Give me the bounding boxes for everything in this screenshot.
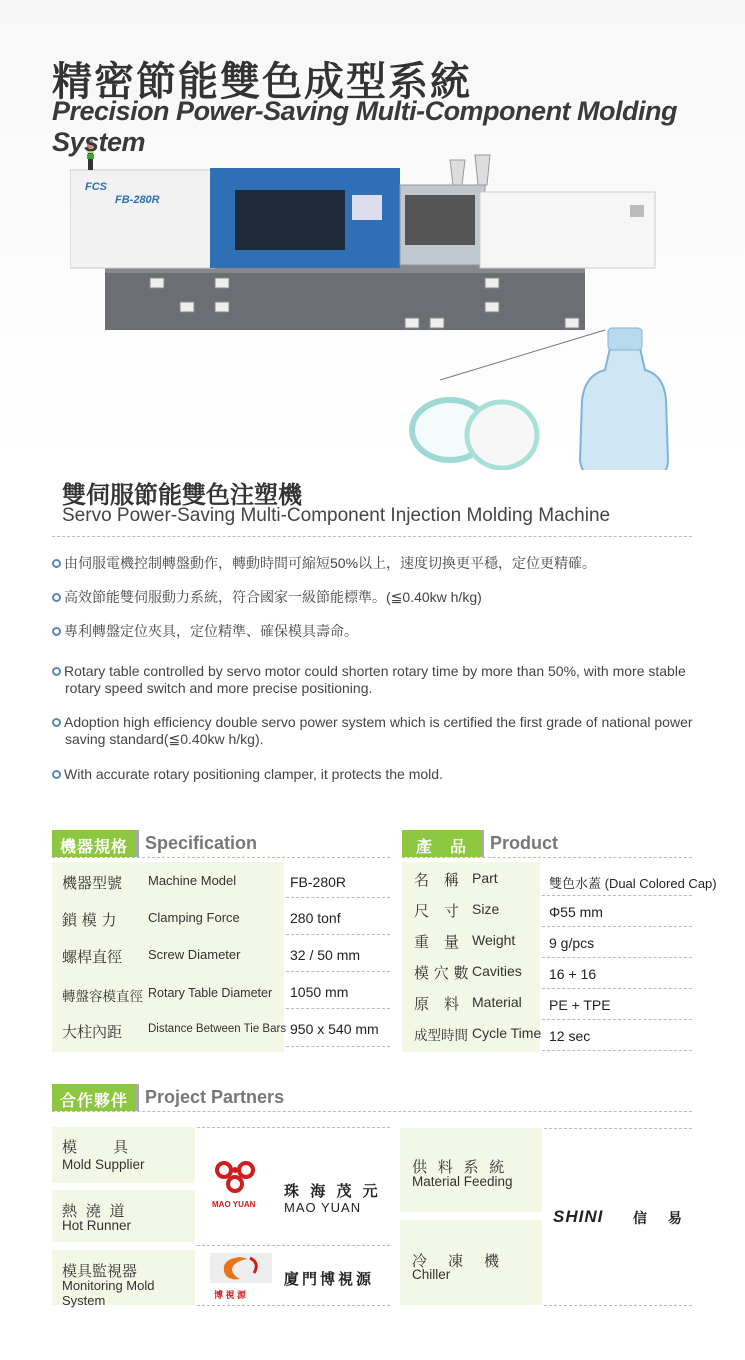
machine-brand: FCS bbox=[85, 181, 107, 193]
partners-header-zh: 合作夥伴 bbox=[52, 1084, 136, 1111]
product-label-zh: 成型時間 bbox=[414, 1028, 468, 1044]
spec-label-en: Clamping Force bbox=[148, 910, 240, 925]
partner-label-en: Hot Runner bbox=[62, 1218, 132, 1233]
divider bbox=[286, 897, 390, 898]
partners-header-en: Project Partners bbox=[145, 1087, 285, 1107]
maoyuan-name-zh: 珠 海 茂 元 bbox=[284, 1182, 381, 1200]
partner-monitoring bbox=[52, 1250, 195, 1308]
product-label-en: Part bbox=[472, 870, 498, 886]
divider bbox=[542, 988, 692, 989]
product-value: PE + TPE bbox=[549, 997, 611, 1013]
spec-label-zh: 鎖 模 力 bbox=[62, 911, 117, 929]
bullet-icon bbox=[52, 559, 61, 568]
spec-label-en: Machine Model bbox=[148, 873, 237, 888]
divider bbox=[544, 1128, 692, 1129]
shini-logo-zh: 信 易 bbox=[633, 1211, 690, 1227]
bullet-icon bbox=[52, 667, 61, 676]
feature-en-1: Rotary table controlled by servo motor could shorten rotary time by more than 50%, with more stable rotary speed switch and more precise positioning. bbox=[52, 663, 697, 697]
spec-header bbox=[52, 830, 263, 857]
feature-zh-2: 高效節能雙伺服動力系統，符合國家一級節能標準。(≦0.40kw h/kg) bbox=[52, 589, 482, 606]
spec-header-en: Specification bbox=[145, 833, 258, 853]
partners-header bbox=[52, 1084, 290, 1111]
bullet-icon bbox=[52, 627, 61, 636]
partner-mold-supplier bbox=[52, 1127, 195, 1183]
bullet-icon bbox=[52, 718, 61, 727]
spec-label-zh: 轉盤容模直徑 bbox=[62, 989, 143, 1005]
spec-label-en: Screw Diameter bbox=[148, 947, 241, 962]
product-label-en: Weight bbox=[472, 932, 516, 948]
partner-chiller bbox=[400, 1220, 542, 1305]
shini-logo bbox=[553, 1207, 603, 1227]
divider bbox=[197, 1245, 390, 1246]
partner-label-en: Chiller bbox=[412, 1267, 451, 1282]
product-value: 9 g/pcs bbox=[549, 935, 595, 951]
partner-label-zh: 模具監視器 bbox=[62, 1262, 138, 1280]
maoyuan-logo-icon bbox=[210, 1160, 260, 1200]
boshiyuan-name-zh: 廈門博視源 bbox=[284, 1270, 375, 1288]
product-value: Φ55 mm bbox=[549, 904, 603, 920]
bullet-icon bbox=[52, 593, 61, 602]
product-line bbox=[402, 857, 692, 858]
spec-value: 1050 mm bbox=[290, 984, 349, 1000]
divider bbox=[542, 957, 692, 958]
spec-value: 950 x 540 mm bbox=[290, 1021, 379, 1037]
machine-title-en: Servo Power-Saving Multi-Component Injection Molding Machine bbox=[62, 505, 611, 526]
partner-hot-runner bbox=[52, 1190, 195, 1242]
divider bbox=[286, 1046, 390, 1047]
product-label-zh: 名 稱 bbox=[414, 871, 460, 889]
spec-header-zh: 機器規格 bbox=[52, 830, 136, 857]
partner-label-zh: 熱 澆 道 bbox=[62, 1202, 127, 1220]
product-value: 16 + 16 bbox=[549, 966, 597, 982]
machine-title-zh: 雙伺服節能雙色注塑機 bbox=[62, 481, 302, 509]
partner-label-zh: 供 料 系 統 bbox=[412, 1158, 508, 1176]
injection-machine-illustration bbox=[70, 140, 690, 470]
divider bbox=[197, 1127, 390, 1128]
product-label-en: Cavities bbox=[472, 963, 522, 979]
boshiyuan-logo-icon bbox=[210, 1253, 272, 1291]
feature-en-2: Adoption high efficiency double servo power system which is certified the first grade of national power saving standard(≦0.40kw h/kg). bbox=[52, 714, 697, 748]
maoyuan-name-en: MAO YUAN bbox=[284, 1200, 362, 1215]
product-label-zh: 重 量 bbox=[414, 933, 460, 951]
divider bbox=[286, 934, 390, 935]
partner-label-en: Material Feeding bbox=[412, 1174, 513, 1189]
product-label-zh: 尺 寸 bbox=[414, 902, 460, 920]
divider bbox=[542, 1019, 692, 1020]
partner-label-zh: 冷 凍 機 bbox=[412, 1252, 503, 1270]
product-label-en: Size bbox=[472, 901, 500, 917]
spec-value: 280 tonf bbox=[290, 910, 341, 926]
hero-title-en: Precision Power-Saving Multi-Component Molding System bbox=[52, 96, 678, 157]
spec-label-zh: 螺桿直徑 bbox=[62, 948, 123, 966]
product-value: 12 sec bbox=[549, 1028, 591, 1044]
product-label-en: Cycle Time bbox=[472, 1025, 542, 1041]
divider bbox=[542, 926, 692, 927]
spec-label-zh: 機器型號 bbox=[62, 874, 123, 892]
boshiyuan-logo-small: 博 視 源 bbox=[214, 1290, 247, 1300]
divider bbox=[52, 536, 692, 537]
feature-zh-1: 由伺服電機控制轉盤動作，轉動時間可縮短50%以上，速度切換更平穩，定位更精確。 bbox=[52, 555, 596, 572]
spec-value: FB-280R bbox=[290, 874, 347, 890]
product-value: 雙色水蓋 (Dual Colored Cap) bbox=[549, 876, 717, 891]
shini-logo-en: SHINI bbox=[553, 1207, 604, 1226]
product-label-zh: 原 料 bbox=[414, 995, 460, 1013]
spec-value: 32 / 50 mm bbox=[290, 947, 361, 963]
spec-label-en: Rotary Table Diameter bbox=[148, 986, 273, 1000]
product-label-zh: 模 穴 數 bbox=[414, 964, 469, 982]
product-label-en: Material bbox=[472, 994, 522, 1010]
product-header-en: Product bbox=[490, 833, 559, 853]
product-header-zh: 產 品 bbox=[402, 830, 481, 857]
partner-label-zh: 模 具 bbox=[62, 1138, 131, 1156]
divider bbox=[542, 1050, 692, 1051]
bullet-icon bbox=[52, 770, 61, 779]
feature-zh-3: 專利轉盤定位夾具，定位精準、確保模具壽命。 bbox=[52, 623, 358, 640]
maoyuan-logo-small: MAO YUAN bbox=[212, 1200, 256, 1209]
divider bbox=[286, 1008, 390, 1009]
partner-material-feeding bbox=[400, 1128, 542, 1212]
feature-en-3: With accurate rotary positioning clamper, it protects the mold. bbox=[52, 766, 697, 783]
partners-line bbox=[52, 1111, 692, 1112]
divider bbox=[197, 1305, 390, 1306]
partner-label-en: Monitoring Mold System bbox=[62, 1278, 155, 1308]
partner-label-en: Mold Supplier bbox=[62, 1157, 145, 1172]
divider bbox=[544, 1305, 692, 1306]
product-header bbox=[402, 830, 564, 857]
spec-label-zh: 大柱內距 bbox=[62, 1023, 123, 1041]
spec-line bbox=[52, 857, 390, 858]
hero-title-zh: 精密節能雙色成型系統 bbox=[52, 59, 472, 105]
hero-banner bbox=[0, 0, 745, 470]
divider bbox=[542, 895, 692, 896]
spec-label-en: Distance Between Tie Bars bbox=[148, 1023, 287, 1035]
divider bbox=[286, 971, 390, 972]
machine-model: FB-280R bbox=[115, 194, 160, 206]
